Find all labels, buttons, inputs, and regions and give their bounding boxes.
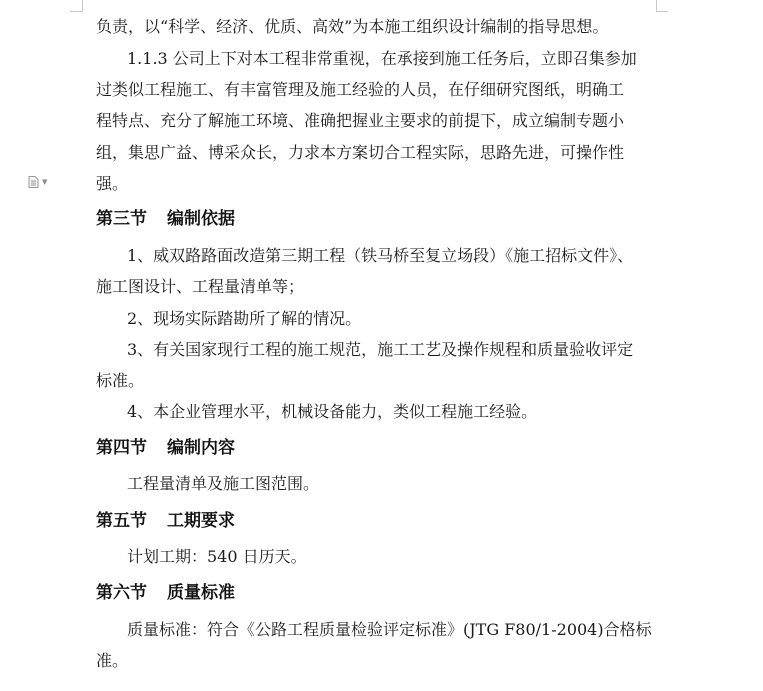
body-line: 1、威双路路面改造第三期工程（铁马桥至复立场段）《施工招标文件》、 xyxy=(127,246,634,265)
section-title: 编制依据 xyxy=(167,209,235,229)
section-number: 第四节 xyxy=(96,438,147,458)
body-line: 工程量清单及施工图范围。 xyxy=(127,474,320,493)
body-line: 准。 xyxy=(96,651,129,670)
section-number: 第六节 xyxy=(96,583,147,603)
crop-mark-left-horizontal xyxy=(70,11,82,12)
body-line: 过类似工程施工、有丰富管理及施工经验的人员，在仔细研究图纸，明确工 xyxy=(96,80,625,99)
body-line: 负责，以“科学、经济、优质、高效”为本施工组织设计编制的指导思想。 xyxy=(96,17,609,36)
body-line: 2、现场实际踏勘所了解的情况。 xyxy=(127,309,362,328)
body-line: 标准。 xyxy=(96,371,145,390)
body-line: 强。 xyxy=(96,174,129,193)
section-number: 第三节 xyxy=(96,209,147,229)
crop-mark-right-horizontal xyxy=(656,11,668,12)
body-line: 1.1.3 公司上下对本工程非常重视，在承接到施工任务后，立即召集参加 xyxy=(127,49,637,68)
body-line: 程特点、充分了解施工环境、准确把握业主要求的前提下，成立编制专题小 xyxy=(96,111,625,130)
section-title: 工期要求 xyxy=(167,511,235,531)
section-heading-5 xyxy=(96,510,235,532)
section-title: 质量标准 xyxy=(167,583,235,603)
body-line: 计划工期：540 日历天。 xyxy=(127,547,307,566)
section-heading-3 xyxy=(96,208,235,230)
section-heading-4 xyxy=(96,437,235,459)
body-line: 质量标准：符合《公路工程质量检验评定标准》(JTG F80/1-2004)合格标 xyxy=(127,620,652,639)
body-line: 3、有关国家现行工程的施工规范，施工工艺及操作规程和质量验收评定 xyxy=(127,340,634,359)
body-line: 施工图设计、工程量清单等； xyxy=(96,277,305,296)
chevron-down-icon: ▼ xyxy=(42,177,48,186)
body-line: 组，集思广益、博采众长，力求本方案切合工程实际，思路先进，可操作性 xyxy=(96,143,625,162)
body-line: 4、本企业管理水平，机械设备能力，类似工程施工经验。 xyxy=(127,402,538,421)
document-paragraph-icon xyxy=(28,176,39,188)
section-number: 第五节 xyxy=(96,511,147,531)
section-title: 编制内容 xyxy=(167,438,235,458)
section-heading-6 xyxy=(96,582,235,604)
paragraph-handle[interactable] xyxy=(28,176,50,188)
crop-mark-left xyxy=(82,0,83,12)
